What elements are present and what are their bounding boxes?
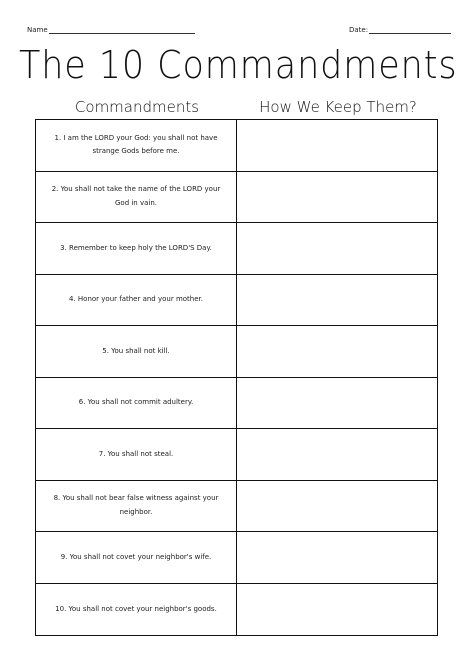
commandment-cell: 10. You shall not covet your neighbor's goods. [36,584,237,636]
date-line[interactable] [369,26,451,34]
answer-cell[interactable] [237,378,437,430]
answer-cell[interactable] [237,532,437,584]
commandment-cell: 3. Remember to keep holy the LORD'S Day. [36,223,237,275]
answer-cell[interactable] [237,429,437,481]
date-field[interactable]: Date : [349,26,451,34]
commandment-cell: 8. You shall not bear false witness against your neighbor. [36,481,237,533]
page-title: The 10 Commandments [18,43,458,87]
commandment-cell: 2. You shall not take the name of the LORD your God in vain. [36,172,237,224]
name-field[interactable] [27,26,195,34]
commandments-table [35,119,438,636]
column-header-commandments: Commandments [74,98,200,116]
answer-cell[interactable] [237,275,437,327]
commandment-cell: 4. Honor your father and your mother. [36,275,237,327]
commandment-cell: 7. You shall not steal. [36,429,237,481]
name-label: Name [27,26,48,34]
answer-cell[interactable] [237,172,437,224]
date-label: Date [349,26,366,34]
commandment-cell: 1. I am the LORD your God: you shall not have strange Gods before me. [36,120,237,172]
answer-cell[interactable] [237,584,437,636]
commandment-cell: 9. You shall not covet your neighbor's wife. [36,532,237,584]
commandment-cell: 6. You shall not commit adultery. [36,378,237,430]
answer-cell[interactable] [237,326,437,378]
answer-cell[interactable] [237,120,437,172]
answer-cell[interactable] [237,481,437,533]
answer-cell[interactable] [237,223,437,275]
commandment-cell: 5. You shall not kill. [36,326,237,378]
name-line[interactable] [49,26,195,34]
column-header-how-we-keep-them: How We Keep Them? [259,98,417,116]
